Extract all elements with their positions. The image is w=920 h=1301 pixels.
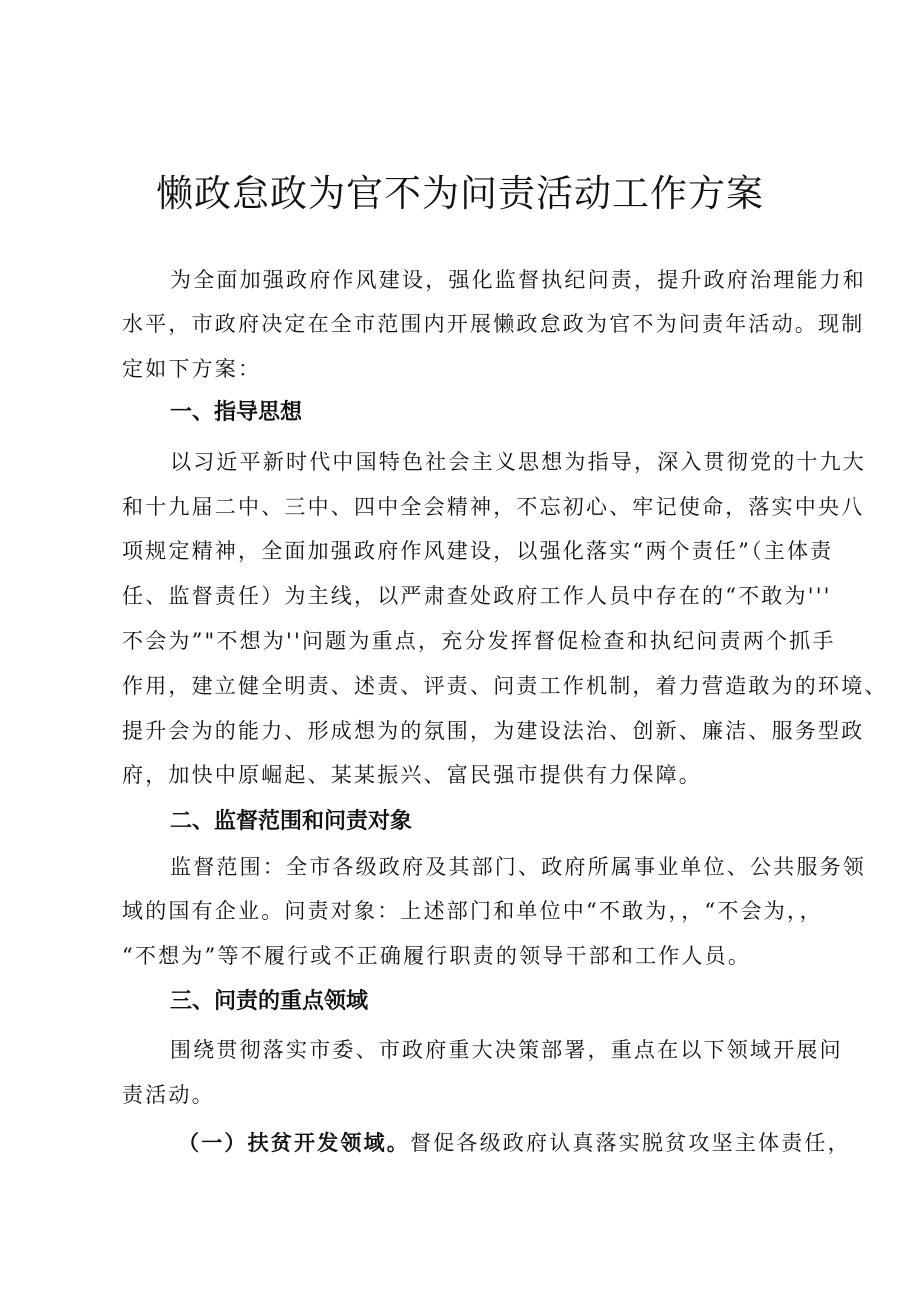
section-1-line-6: 作用，建立健全明责、述责、评责、问责工作机制，着力营造敢为的环境、 [122, 674, 888, 698]
intro-line-3: 定如下方案： [122, 357, 262, 381]
section-heading-2: 二、监督范围和问责对象 [170, 809, 413, 834]
section-1-line-7: 提升会为的能力、形成想为的氛围，为建设法治、创新、廉洁、服务型政 [122, 719, 865, 743]
section-1-line-8: 府，加快中原崛起、某某振兴、富民强市提供有力保障。 [122, 763, 702, 787]
section-2-line-3: “不想为”等不履行或不正确履行职责的领导干部和工作人员。 [122, 944, 752, 968]
section-1-line-2: 和十九届二中、三中、四中全会精神，不忘初心、牢记使命，落实中央八 [122, 495, 865, 519]
section-2-line-2: 域的国有企业。问责对象：上述部门和单位中“不敢为，，“不会为，， [122, 899, 823, 923]
intro-line-2: 水平，市政府决定在全市范围内开展懒政怠政为官不为问责年活动。现制 [122, 312, 865, 336]
section-1-line-4: 任、监督责任）为主线，以严肃查处政府工作人员中存在的“不敢为''' [122, 584, 832, 608]
section-1-line-5: 不会为”"不想为''问题为重点，充分发挥督促检查和执纪问责两个抓手 [122, 629, 836, 653]
item-text: 督促各级政府认真落实脱贫攻坚主体责任， [410, 1131, 851, 1155]
section-3-item-1 [178, 1128, 878, 1158]
section-heading-3: 三、问责的重点领域 [170, 989, 369, 1014]
intro-line-1: 为全面加强政府作风建设，强化监督执纪问责，提升政府治理能力和 [170, 268, 866, 292]
section-heading-1: 一、指导思想 [170, 400, 303, 425]
section-3-line-2: 责活动。 [122, 1083, 215, 1107]
item-label: （一）扶贫开发领域。 [178, 1130, 410, 1155]
section-1-line-3: 项规定精神，全面加强政府作风建设，以强化落实“两个责任”（主体责 [122, 539, 834, 563]
document-title: 懒政怠政为官不为问责活动工作方案 [156, 172, 764, 215]
section-2-line-1: 监督范围：全市各级政府及其部门、政府所属事业单位、公共服务领 [170, 855, 866, 879]
section-1-line-1: 以习近平新时代中国特色社会主义思想为指导，深入贯彻党的十九大 [170, 450, 866, 474]
section-3-line-1: 围绕贯彻落实市委、市政府重大决策部署，重点在以下领域开展问 [170, 1038, 843, 1062]
